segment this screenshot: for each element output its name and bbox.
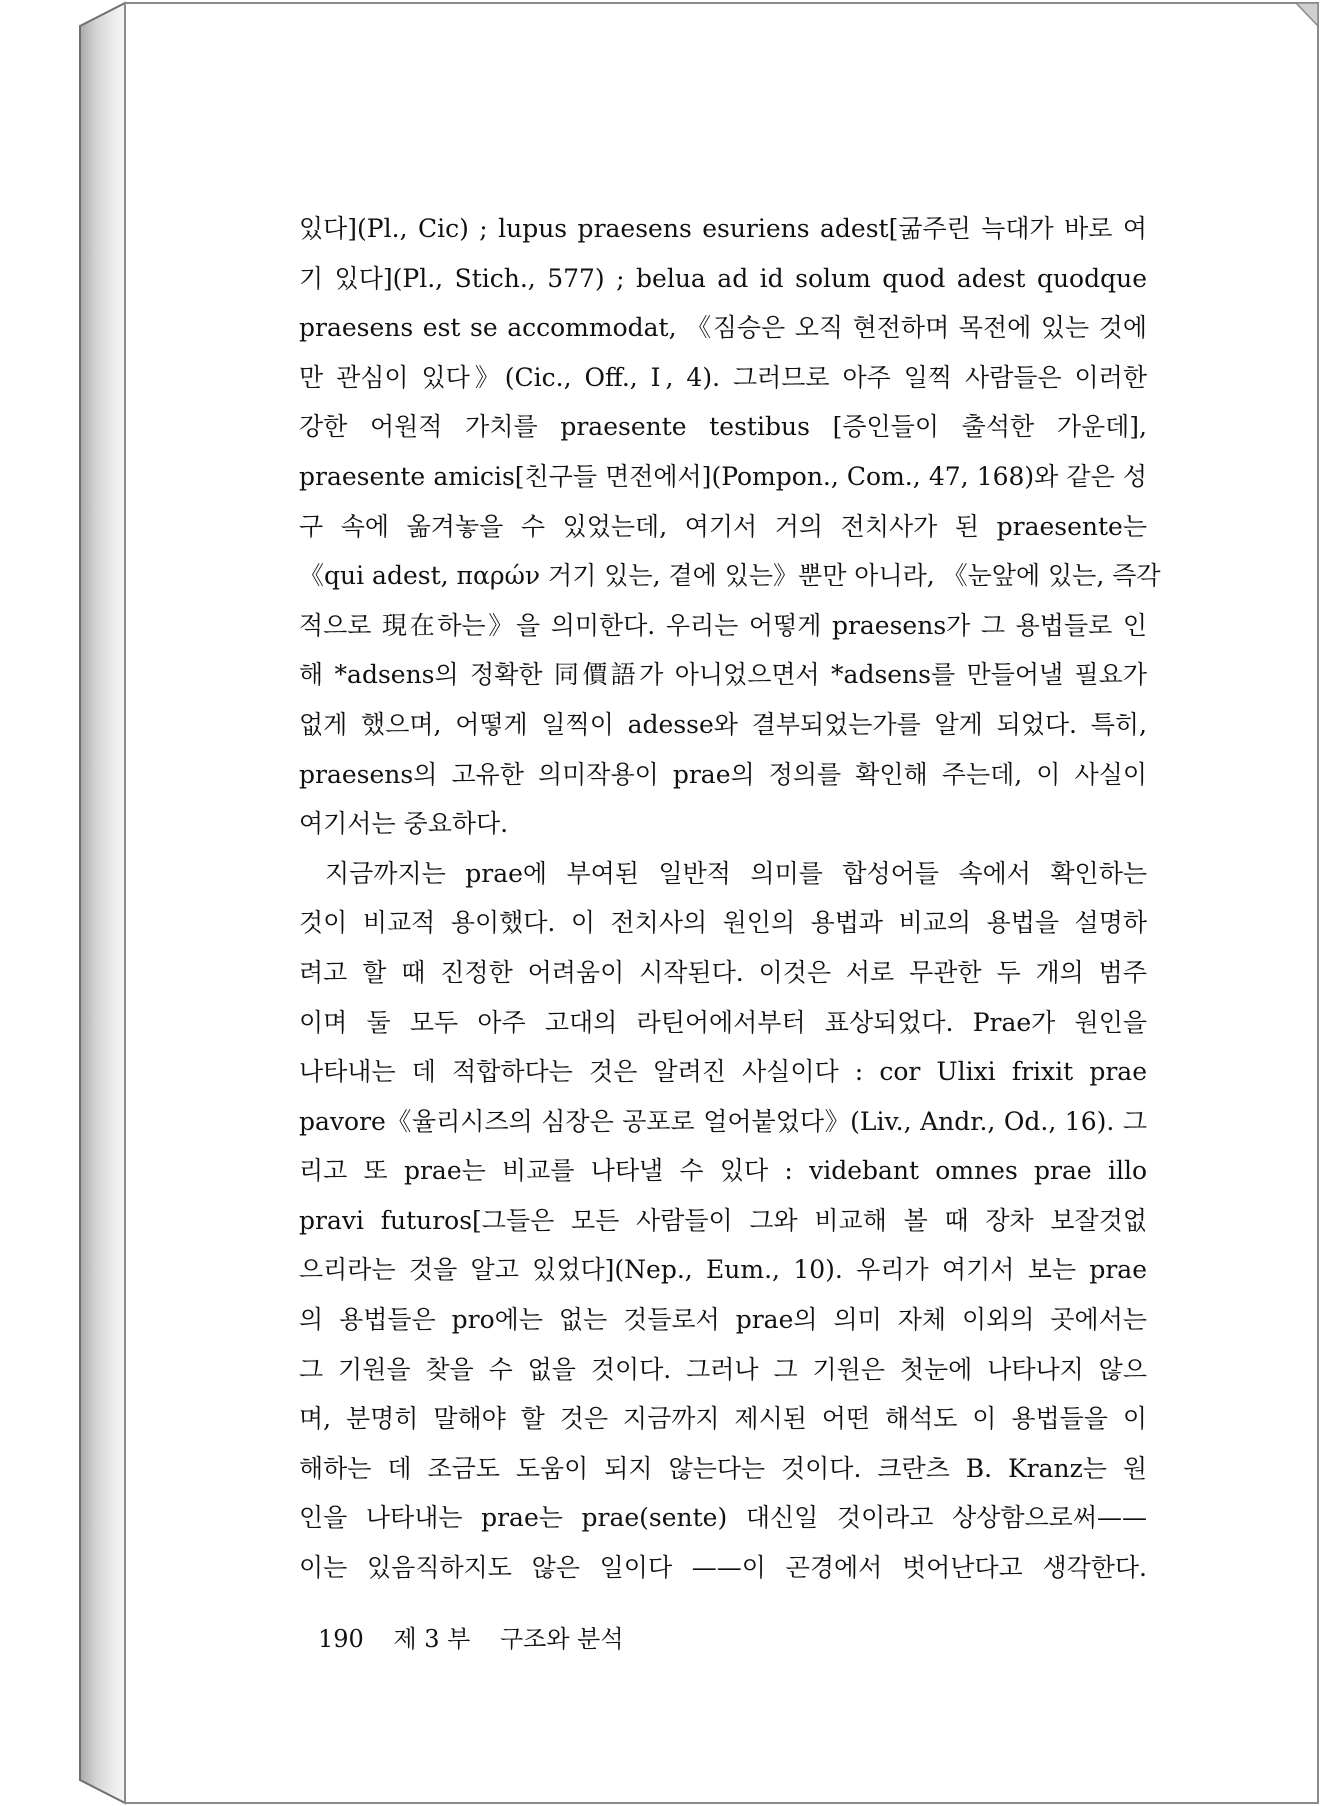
section-title: 구조와 분석 [500,1625,624,1653]
text-line-17: 이며 둘 모두 아주 고대의 라틴어에서부터 표상되었다. Prae가 원인을 [299,1007,1147,1037]
text-line-11: 없게 했으며, 어떻게 일찍이 adesse와 결부되었는가를 알게 되었다. 특히, [299,709,1147,739]
text-line-26: 해하는 데 조금도 도움이 되지 않는다는 것이다. 크란츠 B. Kranz는 원 [299,1453,1147,1483]
text-line-10: 해 *adsens의 정확한 同價語가 아니었으면서 *adsens를 만들어낼 필요가 [299,660,1147,690]
text-line-20: 리고 또 prae는 비교를 나타낼 수 있다 : videbant omnes prae illo [299,1156,1147,1186]
text-line-7: 구 속에 옮겨놓을 수 있었는데, 여기서 거의 전치사가 된 praesente는 [299,511,1147,541]
text-line-6: praesente amicis[친구들 면전에서](Pompon., Com., 47, 168)와 같은 성 [299,461,1147,491]
body-text [299,204,1161,1593]
page-footer [318,1619,646,1654]
text-line-3: praesens est se accommodat, 《짐승은 오직 현전하며 목전에 있는 것에 [299,313,1147,343]
text-line-25: 며, 분명히 말해야 할 것은 지금까지 제시된 어떤 해석도 이 용법들을 이 [299,1404,1147,1434]
text-line-14: 지금까지는 prae에 부여된 일반적 의미를 합성어들 속에서 확인하는 [325,858,1147,888]
text-line-18: 나타내는 데 적합하다는 것은 알려진 사실이다 : cor Ulixi frixit prae [299,1057,1147,1087]
text-line-12: praesens의 고유한 의미작용이 prae의 정의를 확인해 주는데, 이 사실이 [299,759,1147,789]
text-line-8: 《qui adest, παρών 거기 있는, 곁에 있는》뿐만 아니라, 《눈앞에 있는, 즉각 [299,561,1161,591]
text-line-24: 그 기원을 찾을 수 없을 것이다. 그러나 그 기원은 첫눈에 나타나지 않으 [299,1354,1147,1384]
text-line-5: 강한 어원적 가치를 praesente testibus [증인들이 출석한 가운데], [299,412,1147,442]
text-line-28: 이는 있음직하지도 않은 일이다 ——이 곤경에서 벗어난다고 생각한다. [299,1553,1147,1583]
text-line-9: 적으로 現在하는》을 의미한다. 우리는 어떻게 praesens가 그 용법들로 인 [299,610,1147,640]
text-line-22: 으리라는 것을 알고 있었다](Nep., Eum., 10). 우리가 여기서 보는 prae [299,1255,1147,1285]
part-label: 제 3 부 [393,1625,471,1653]
page-number: 190 [318,1625,364,1653]
text-line-15: 것이 비교적 용이했다. 이 전치사의 원인의 용법과 비교의 용법을 설명하 [299,908,1147,938]
text-line-1: 있다](Pl., Cic) ; lupus praesens esuriens adest[굶주린 늑대가 바로 여 [299,214,1147,243]
text-line-2: 기 있다](Pl., Stich., 577) ; belua ad id solum quod adest quodque [299,263,1147,293]
text-line-13: 여기서는 중요하다. [299,809,509,839]
text-line-19: pavore《율리시즈의 심장은 공포로 얼어붙었다》(Liv., Andr., Od., 16). 그 [299,1106,1147,1136]
text-line-4: 만 관심이 있다》(Cic., Off., Ⅰ, 4). 그러므로 아주 일찍 사람들은 이러한 [299,362,1147,392]
text-line-21: pravi futuros[그들은 모든 사람들이 그와 비교해 볼 때 장차 보잘것없 [299,1205,1147,1235]
text-line-16: 려고 할 때 진정한 어려움이 시작된다. 이것은 서로 무관한 두 개의 범주 [299,957,1147,987]
text-line-23: 의 용법들은 pro에는 없는 것들로서 prae의 의미 자체 이외의 곳에서는 [299,1305,1147,1335]
text-line-27: 인을 나타내는 prae는 prae(sente) 대신일 것이라고 상상함으로써—— [299,1503,1147,1533]
